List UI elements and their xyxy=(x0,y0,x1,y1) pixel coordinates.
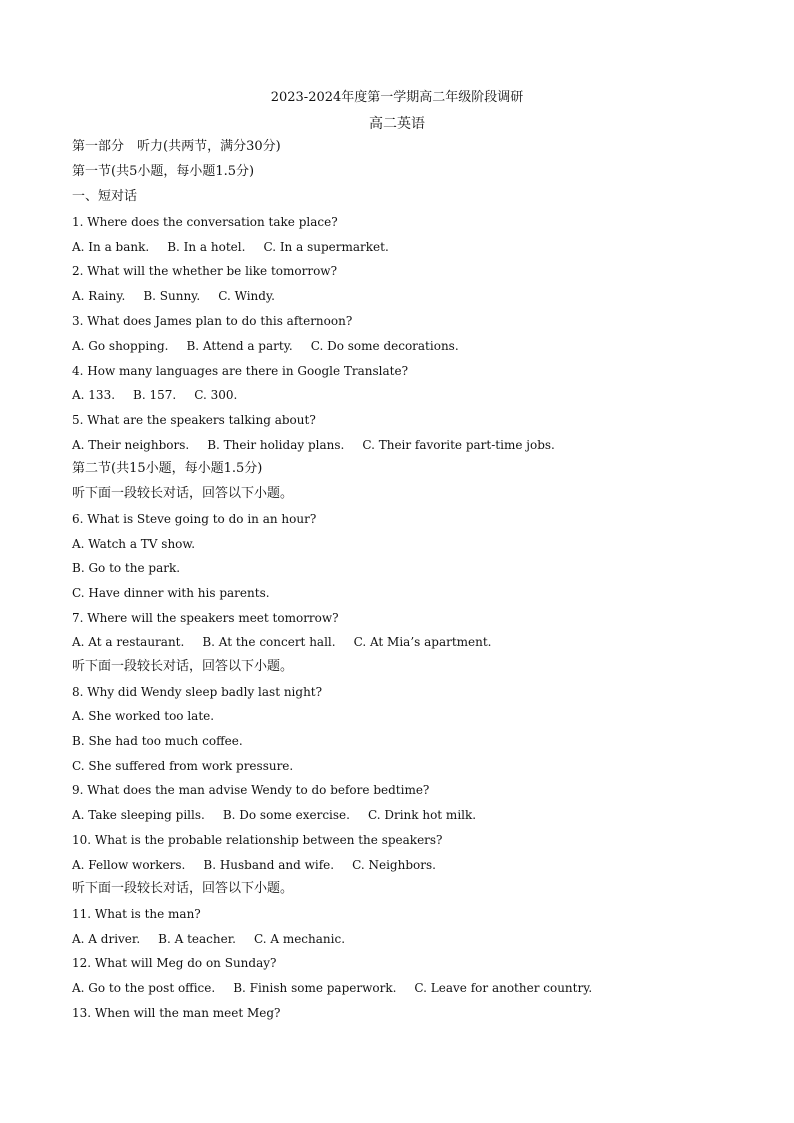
option-c: C. Neighbors. xyxy=(352,858,436,872)
question-stem: 9. What does the man advise Wendy to do before bedtime? xyxy=(72,783,430,797)
question-options xyxy=(72,337,459,355)
question-stem: 6. What is Steve going to do in an hour? xyxy=(72,512,317,526)
question-options xyxy=(72,806,476,824)
option-b: B. Their holiday plans. xyxy=(207,438,345,452)
option-a: A. Fellow workers. xyxy=(72,858,186,872)
option-b: B. Sunny. xyxy=(143,289,201,303)
question-stem: 3. What does James plan to do this afternoon? xyxy=(72,314,353,328)
instruction-text: 听下面一段较长对话，回答以下小题。 xyxy=(72,486,294,501)
option-c: C. A mechanic. xyxy=(253,932,346,946)
option-c: C. Leave for another country. xyxy=(414,981,593,995)
option-a: A. Their neighbors. xyxy=(72,438,190,452)
option-c: C. 300. xyxy=(194,388,238,402)
question-options xyxy=(72,386,237,404)
option-c: C. Have dinner with his parents. xyxy=(72,586,270,600)
option-a: A. Watch a TV show. xyxy=(72,537,196,551)
option-c: C. Do some decorations. xyxy=(310,339,459,353)
option-c: C. Their favorite part-time jobs. xyxy=(362,438,555,452)
option-a: A. Go to the post office. xyxy=(72,981,216,995)
option-c: C. Windy. xyxy=(218,289,275,303)
option-b: B. She had too much coffee. xyxy=(72,734,243,748)
part-heading: 第一部分 听力(共两节，满分30分) xyxy=(72,139,281,154)
question-options xyxy=(72,633,492,651)
question-stem: 7. Where will the speakers meet tomorrow? xyxy=(72,611,339,625)
section-heading: 第一节(共5小题，每小题1.5分) xyxy=(72,164,255,179)
option-b: B. 157. xyxy=(133,388,177,402)
section-heading: 第二节(共15小题，每小题1.5分) xyxy=(72,461,263,476)
option-b: B. In a hotel. xyxy=(167,240,246,254)
question-stem: 10. What is the probable relationship between the speakers? xyxy=(72,833,443,847)
option-b: B. At the concert hall. xyxy=(202,635,336,649)
exam-title: 2023-2024年度第一学期高二年级阶段调研 xyxy=(270,90,524,105)
option-a: A. Take sleeping pills. xyxy=(72,808,205,822)
option-b: B. Go to the park. xyxy=(72,561,181,575)
question-options xyxy=(72,930,345,948)
exam-subtitle: 高二英语 xyxy=(369,116,425,132)
question-options xyxy=(72,979,592,997)
instruction-text: 听下面一段较长对话，回答以下小题。 xyxy=(72,659,294,674)
option-a: A. At a restaurant. xyxy=(72,635,185,649)
question-options xyxy=(72,856,436,874)
option-c: C. In a supermarket. xyxy=(263,240,389,254)
question-options xyxy=(72,287,275,305)
option-a: A. In a bank. xyxy=(72,240,150,254)
option-a: A. Rainy. xyxy=(72,289,126,303)
question-stem: 13. When will the man meet Meg? xyxy=(72,1006,281,1020)
option-c: C. At Mia’s apartment. xyxy=(353,635,492,649)
option-a: A. Go shopping. xyxy=(72,339,169,353)
question-stem: 1. Where does the conversation take place? xyxy=(72,215,338,229)
question-options xyxy=(72,436,555,454)
instruction-text: 听下面一段较长对话，回答以下小题。 xyxy=(72,881,294,896)
question-stem: 4. How many languages are there in Google Translate? xyxy=(72,364,409,378)
option-a: A. She worked too late. xyxy=(72,709,215,723)
option-a: A. 133. xyxy=(72,388,116,402)
option-b: B. Finish some paperwork. xyxy=(233,981,397,995)
question-stem: 12. What will Meg do on Sunday? xyxy=(72,956,277,970)
question-stem: 11. What is the man? xyxy=(72,907,201,921)
question-options xyxy=(72,238,389,256)
option-b: B. A teacher. xyxy=(158,932,236,946)
question-stem: 2. What will the whether be like tomorrow? xyxy=(72,264,338,278)
question-stem: 5. What are the speakers talking about? xyxy=(72,413,316,427)
option-c: C. Drink hot milk. xyxy=(367,808,477,822)
option-c: C. She suffered from work pressure. xyxy=(72,759,294,773)
option-b: B. Do some exercise. xyxy=(222,808,350,822)
option-b: B. Husband and wife. xyxy=(203,858,335,872)
subsection-heading: 一、短对话 xyxy=(72,189,138,204)
option-b: B. Attend a party. xyxy=(186,339,293,353)
option-a: A. A driver. xyxy=(72,932,141,946)
question-stem: 8. Why did Wendy sleep badly last night? xyxy=(72,685,323,699)
